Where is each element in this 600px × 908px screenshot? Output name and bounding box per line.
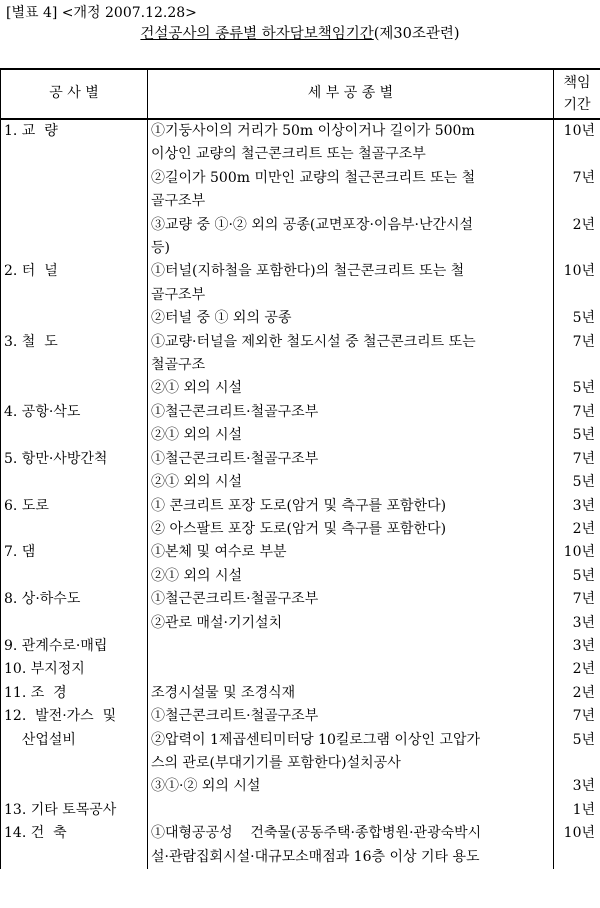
category-cell: 10. 부지정지 — [1, 658, 148, 681]
table-row — [1, 495, 600, 518]
detail-cell — [148, 565, 554, 588]
period-cell — [554, 612, 600, 635]
period-cell — [554, 214, 600, 261]
detail-cell — [148, 377, 554, 400]
table-row — [1, 658, 600, 681]
table-row — [1, 541, 600, 564]
period-value: 7년 — [572, 169, 595, 186]
category-cell: 3. 철 도 — [1, 331, 148, 401]
table-row — [1, 682, 600, 705]
period-value: 10년 — [563, 123, 595, 139]
detail-cell — [148, 775, 554, 798]
detail-line: ①철근콘크리트·철골구조부 — [151, 708, 319, 725]
detail-line: ②압력이 1제곱센티미터당 10킬로그램 이상인 고압가 — [151, 731, 481, 748]
detail-cell — [148, 518, 554, 541]
period-value: 5년 — [572, 380, 595, 397]
period-cell — [554, 331, 600, 378]
period-cell — [554, 448, 600, 471]
period-value: 5년 — [572, 310, 595, 327]
period-value: 5년 — [572, 474, 595, 491]
detail-cell — [148, 471, 554, 494]
detail-cell — [148, 307, 554, 330]
period-value: 5년 — [572, 427, 595, 444]
detail-line: ②① 외의 시설 — [151, 474, 242, 491]
detail-cell — [148, 401, 554, 424]
table-row — [1, 260, 600, 307]
period-value: 2년 — [572, 684, 595, 701]
period-value: 7년 — [572, 403, 595, 420]
period-value: 10년 — [563, 825, 595, 842]
detail-cell — [148, 119, 554, 167]
detail-line: 이상인 교량의 철근콘크리트 또는 철골구조부 — [151, 146, 426, 163]
category-cell: 12. 발전·가스 및 산업설비 — [1, 705, 148, 799]
page-title — [0, 22, 600, 43]
detail-line: ②터널 중 ① 외의 공종 — [151, 310, 292, 327]
detail-line — [151, 635, 550, 658]
period-value: 7년 — [572, 591, 595, 608]
detail-cell — [148, 822, 554, 869]
detail-line: ① 콘크리트 포장 도로(암거 및 측구를 포함한다) — [151, 497, 447, 514]
detail-cell — [148, 729, 554, 776]
period-value: 2년 — [572, 216, 595, 233]
detail-line: ①기둥사이의 거리가 50m 이상이거나 길이가 500m — [151, 123, 475, 139]
detail-cell — [148, 448, 554, 471]
period-cell — [554, 119, 600, 167]
detail-cell — [148, 541, 554, 564]
detail-cell — [148, 214, 554, 261]
detail-line: ①본체 및 여수로 부분 — [151, 544, 287, 561]
detail-cell — [148, 260, 554, 307]
period-cell — [554, 495, 600, 518]
column-header-detail: 세 부 공 종 별 — [148, 69, 554, 119]
detail-line — [151, 658, 550, 681]
category-cell: 6. 도로 — [1, 495, 148, 542]
annex-header — [6, 2, 197, 22]
detail-line: 골구조부 — [151, 286, 206, 303]
detail-line: 철골구조 — [151, 357, 206, 374]
period-value: 3년 — [572, 637, 595, 654]
detail-cell — [148, 588, 554, 611]
period-cell — [554, 401, 600, 424]
category-cell: 9. 관계수로·매립 — [1, 635, 148, 658]
period-cell — [554, 775, 600, 798]
detail-line: ②관로 매설·기기설치 — [151, 614, 283, 631]
category-cell: 5. 항만·사방간척 — [1, 448, 148, 495]
category-cell: 13. 기타 토목공사 — [1, 799, 148, 822]
detail-cell — [148, 658, 554, 681]
period-cell — [554, 658, 600, 681]
period-header-line-1: 책임 — [563, 75, 591, 91]
detail-line: ①교량·터널을 제외한 철도시설 중 철근콘크리트 또는 — [151, 333, 476, 350]
period-value: 10년 — [563, 544, 595, 561]
period-cell — [554, 799, 600, 822]
category-cell: 7. 댐 — [1, 541, 148, 588]
detail-line: 등) — [151, 240, 170, 257]
category-cell: 14. 건 축 — [1, 822, 148, 869]
table-row — [1, 799, 600, 822]
detail-line: ②① 외의 시설 — [151, 567, 242, 584]
detail-line: ①터널(지하철을 포함한다)의 철근콘크리트 또는 철 — [151, 263, 465, 280]
detail-cell — [148, 424, 554, 447]
period-cell — [554, 424, 600, 447]
detail-cell — [148, 612, 554, 635]
detail-line: ②① 외의 시설 — [151, 427, 242, 444]
category-cell: 4. 공항·삭도 — [1, 401, 148, 448]
annex-label: [별표 4] — [6, 5, 58, 21]
detail-cell — [148, 167, 554, 214]
period-cell — [554, 377, 600, 400]
detail-cell — [148, 682, 554, 705]
detail-line: ①철근콘크리트·철골구조부 — [151, 591, 319, 608]
period-value: 5년 — [572, 567, 595, 584]
detail-cell — [148, 331, 554, 378]
table-row — [1, 635, 600, 658]
table-row — [1, 448, 600, 471]
detail-line: 스의 관로(부대기기를 포함한다)설치공사 — [151, 754, 401, 771]
detail-cell — [148, 705, 554, 728]
detail-line: 조경시설물 및 조경식재 — [151, 684, 296, 701]
table-row — [1, 822, 600, 869]
table-row — [1, 401, 600, 424]
period-value: 1년 — [572, 801, 595, 818]
warranty-period-table — [0, 68, 600, 869]
period-cell — [554, 260, 600, 307]
period-cell — [554, 565, 600, 588]
revision-note: <개정 2007.12.28> — [61, 5, 197, 21]
period-value: 10년 — [563, 263, 595, 280]
table-row — [1, 588, 600, 611]
period-cell — [554, 307, 600, 330]
period-cell — [554, 471, 600, 494]
period-value: 2년 — [572, 520, 595, 537]
category-cell: 11. 조 경 — [1, 682, 148, 705]
period-cell — [554, 518, 600, 541]
detail-line: ③교량 중 ①·② 외의 공종(교면포장·이음부·난간시설 — [151, 216, 474, 233]
period-cell — [554, 635, 600, 658]
period-value: 3년 — [572, 497, 595, 514]
category-cell: 1. 교 량 — [1, 119, 148, 260]
detail-line: ②길이가 500m 미만인 교량의 철근콘크리트 또는 철 — [151, 169, 476, 186]
period-header-line-2: 기간 — [563, 97, 591, 113]
period-cell — [554, 167, 600, 214]
detail-line: ①대형공공성 건축물(공동주택·종합병원·관광숙박시 — [151, 825, 482, 842]
title-suffix: (제30조관련) — [373, 26, 460, 42]
detail-line: ①철근콘크리트·철골구조부 — [151, 450, 319, 467]
period-cell — [554, 541, 600, 564]
detail-line: ② 아스팔트 포장 도로(암거 및 측구를 포함한다) — [151, 520, 447, 537]
period-value: 7년 — [572, 333, 595, 350]
table-row — [1, 119, 600, 167]
period-cell — [554, 822, 600, 869]
detail-cell — [148, 495, 554, 518]
detail-line: ②① 외의 시설 — [151, 380, 242, 397]
period-cell — [554, 729, 600, 776]
title-main: 건설공사의 종류별 하자담보책임기간 — [140, 26, 374, 42]
detail-line — [151, 799, 550, 822]
detail-line: 설·관람집회시설·대규모소매점과 16층 이상 기타 용도 — [151, 848, 480, 865]
table-header-row — [1, 69, 600, 119]
period-value: 5년 — [572, 731, 595, 748]
detail-cell — [148, 635, 554, 658]
period-cell — [554, 682, 600, 705]
period-value: 3년 — [572, 614, 595, 631]
period-value: 2년 — [572, 661, 595, 678]
period-cell — [554, 588, 600, 611]
period-cell — [554, 705, 600, 728]
category-cell: 8. 상·하수도 — [1, 588, 148, 635]
category-cell: 2. 터 널 — [1, 260, 148, 330]
period-value: 7년 — [572, 708, 595, 725]
detail-line: ①철근콘크리트·철골구조부 — [151, 403, 319, 420]
table-row — [1, 705, 600, 728]
column-header-period — [554, 69, 600, 119]
detail-cell — [148, 799, 554, 822]
period-value: 7년 — [572, 450, 595, 467]
period-value: 3년 — [572, 778, 595, 795]
column-header-category: 공 사 별 — [1, 69, 148, 119]
table-row — [1, 331, 600, 378]
detail-line: ③①·② 외의 시설 — [151, 778, 261, 795]
detail-line: 골구조부 — [151, 193, 206, 210]
